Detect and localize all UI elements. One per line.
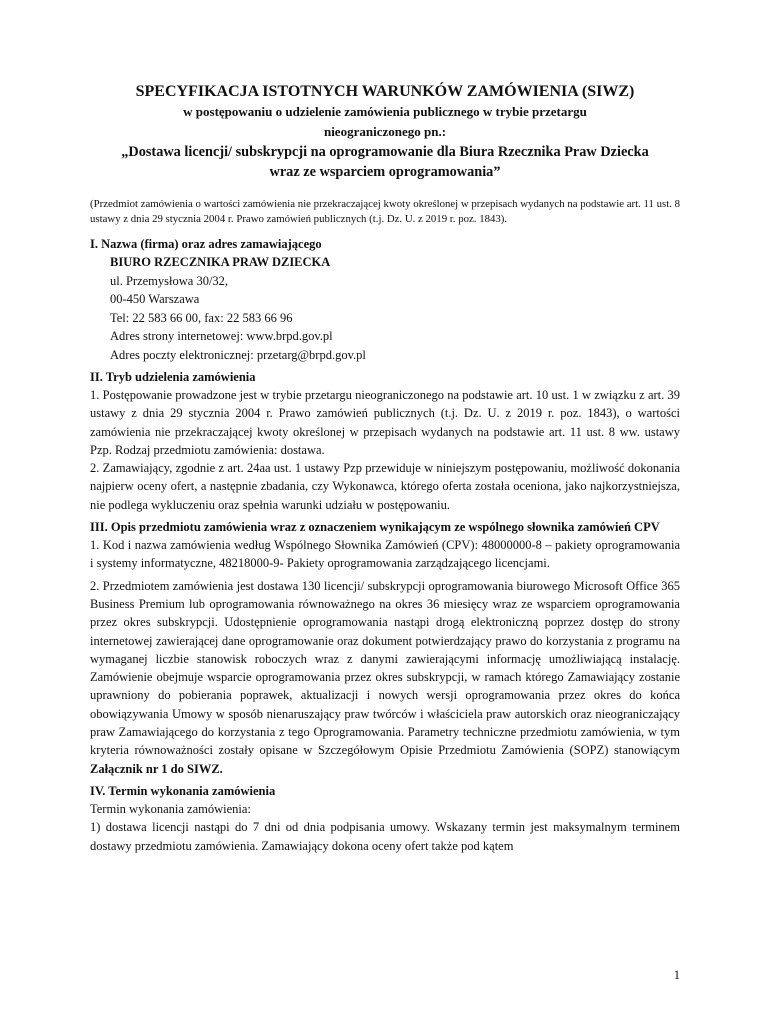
section3-heading: III. Opis przedmiotu zamówienia wraz z oznaczeniem wynikającym ze wspólnego słownika zamówień CPV — [90, 520, 660, 535]
section4-paragraph1: 1) dostawa licencji nastąpi do 7 dni od dnia podpisania umowy. Wskazany termin jest maksymalnym terminem dostawy przedmiotu zamówienia. Zamawiający dokona oceny ofert także pod kątem — [90, 820, 680, 853]
annex-reference: Załącznik nr 1 do SIWZ. — [90, 761, 223, 776]
org-street: ul. Przemysłowa 30/32, — [110, 273, 229, 288]
document-title: SPECYFIKACJA ISTOTNYCH WARUNKÓW ZAMÓWIENIA (SIWZ) — [135, 83, 635, 100]
section3-paragraph1: 1. Kod i nazwa zamówienia według Wspólnego Słownika Zamówień (CPV): 48000000-8 – pakiety oprogramowania i systemy informatyczne, 48218000-9- Pakiety oprogramowania zarządzającego licencjami. — [90, 538, 680, 571]
section3 — [90, 518, 680, 778]
document-subtitle-line2: nieograniczonego pn.: — [323, 124, 447, 139]
org-name: BIURO RZECZNIKA PRAW DZIECKA — [110, 255, 331, 269]
org-website: Adres strony internetowej: www.brpd.gov.pl — [110, 329, 333, 343]
document-subject-line1: „Dostawa licencji/ subskrypcji na oprogramowanie dla Biura Rzecznika Praw Dziecka — [121, 144, 649, 160]
page-number: 1 — [673, 968, 680, 982]
document-page — [90, 82, 680, 855]
section2-paragraph2: 2. Zamawiający, zgodnie z art. 24aa ust. 1 ustawy Pzp przewiduje w niniejszym postępowaniu, możliwość dokonania najpierw oceny ofert, a następnie zbadania, czy Wykonawca, którego oferta została oceniona, jako najkorzystniejsza, nie podlega wykluczeniu oraz spełnia warunki udziału w postępowaniu. — [90, 461, 680, 512]
org-city: 00-450 Warszawa — [110, 292, 200, 306]
org-phone: Tel: 22 583 66 00, fax: 22 583 66 96 — [110, 310, 293, 325]
section4-heading: IV. Termin wykonania zamówienia — [90, 783, 276, 798]
document-subtitle-line1: w postępowaniu o udzielenie zamówienia publicznego w trybie przetargu — [183, 104, 587, 119]
org-email: Adres poczty elektronicznej: przetarg@brpd.gov.pl — [110, 347, 366, 362]
section2-paragraph1: 1. Postępowanie prowadzone jest w trybie przetargu nieograniczonego na podstawie art. 10 ust. 1 w związku z art. 39 ustawy z dnia 29 stycznia 2004 r. Prawo zamówień publicznych (t.j. Dz. U. z 2019 r. poz. 1843), o wartości zamówienia nie przekraczającej kwoty określonej w przepisach wydanych na podstawie art. 11 ust. 8 ww. ustawy Pzp. Rodzaj przedmiotu zamówienia: dostawa. — [90, 388, 680, 457]
document-subject-line2: wraz ze wsparciem oprogramowania” — [269, 164, 501, 180]
contracting-authority-address — [110, 253, 680, 364]
section3-paragraph2-text: 2. Przedmiotem zamówienia jest dostawa 130 licencji/ subskrypcji oprogramowania biurowego Microsoft Office 365 Business Premium lub oprogramowania równoważnego na okres 36 miesięcy wraz ze wsparciem oprogramowania przez okres subskrypcji. Udostępnienie oprogramowania nastąpi drogą elektroniczną poprzez dostęp do strony internetowej zawierającej dane oprogramowanie oraz dokument potwierdzający prawo do korzystania z programu na wymaganej liczbie stanowisk roboczych wraz z danymi zawierającymi informację umożliwiającą instalację. Zamówienie obejmuje wsparcie oprogramowania przez okres subskrypcji, w ramach którego Zamawiający zostanie uprawniony do pobierania poprawek, aktualizacji i nowych wersji oprogramowania przez okres do końca obowiązywania Umowy w sposób nienaruszający praw twórców i właściciela praw autorskich oraz nieograniczający praw Zamawiającego do korzystania z tego Oprogramowania. Parametry techniczne przedmiotu zamówienia, w tym kryteria równoważności zostały opisane w Szczegółowym Opisie Przedmiotu Zamówienia (SOPZ) stanowiącym — [90, 578, 680, 758]
value-note: (Przedmiot zamówienia o wartości zamówienia nie przekraczającej kwoty określonej w przepisach wydanych na podstawie art. 11 ust. 8 ustawy z dnia 29 stycznia 2004 r. Prawo zamówień publicznych (t.j. Dz. U. z 2019 r. poz. 1843). — [90, 198, 680, 225]
section3-paragraph2 — [90, 577, 680, 778]
section2 — [90, 368, 680, 514]
section2-heading: II. Tryb udzielenia zamówienia — [90, 370, 256, 384]
section4 — [90, 782, 680, 855]
section4-intro: Termin wykonania zamówienia: — [90, 801, 251, 816]
section1-heading: I. Nazwa (firma) oraz adres zamawiającego — [90, 237, 322, 251]
